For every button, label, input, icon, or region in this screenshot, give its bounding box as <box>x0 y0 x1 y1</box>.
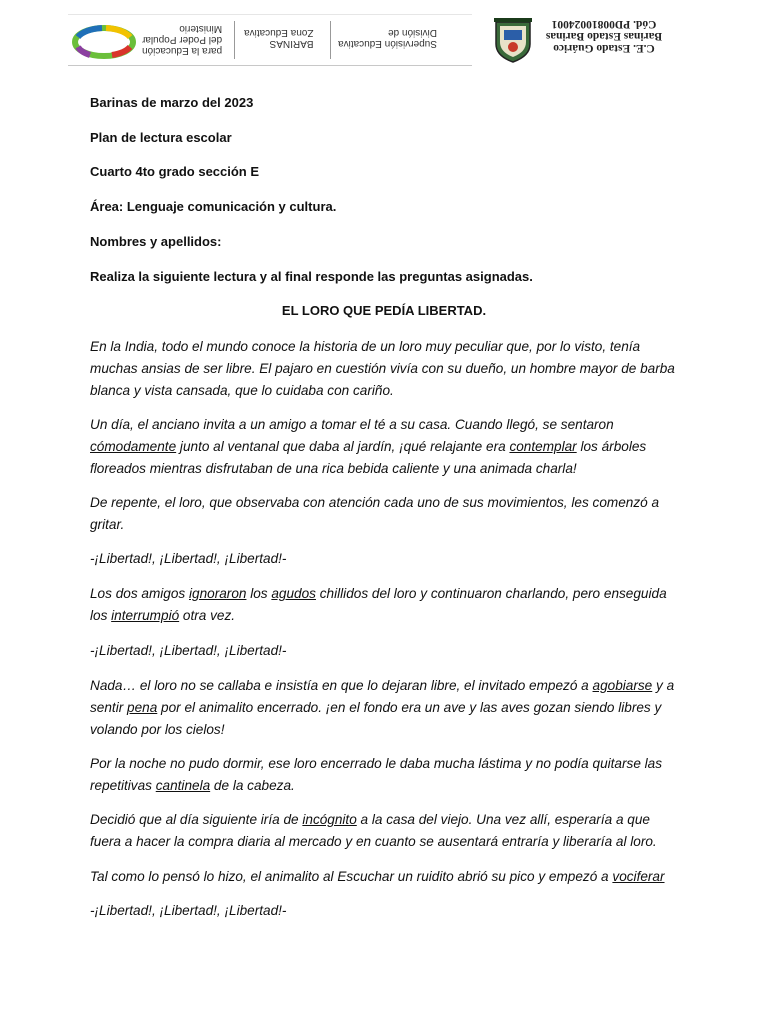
cry-line-1: -¡Libertad!, ¡Libertad!, ¡Libertad!- <box>90 551 287 566</box>
area-line: Área: Lenguaje comunicación y cultura. <box>90 199 337 214</box>
ministry-logo-icon <box>72 25 136 59</box>
school-header: C.E. Estado Guárico Barinas Estado Barinas Cód. PD00810024001 <box>545 18 663 54</box>
zona-educativa: BARINAS Zona Educativa <box>244 27 314 49</box>
cry-line-2: -¡Libertad!, ¡Libertad!, ¡Libertad!- <box>90 643 287 658</box>
paragraph-4: Los dos amigos ignoraron los agudos chillidos del loro y continuaron charlando, pero enseguida los interrumpió otra vez. <box>90 586 667 623</box>
paragraph-2: Un día, el anciano invita a un amigo a tomar el té a su casa. Cuando llegó, se sentaron cómodamente junto al ventanal que daba al jardín, ¡qué relajante era contemplar los árboles floreados mientras disfrutaban de una rica bebida caliente y una animada charla! <box>90 417 647 476</box>
paragraph-1: En la India, todo el mundo conoce la historia de un loro muy peculiar que, por lo visto, tenía muchas ansias de ser libre. El pajaro en cuestión vivía con su dueño, un hombre mayor de barba blanca y vista cansada, que lo cuidaba con cariño. <box>90 339 675 398</box>
school-crest-icon <box>490 16 536 64</box>
vocab-word: cómodamente <box>90 438 177 454</box>
vocab-word: agobiarse <box>592 678 653 693</box>
vocab-word: cantinela <box>155 777 211 793</box>
plan-line: Plan de lectura escolar <box>90 130 232 145</box>
vocab-word: vociferar <box>612 869 665 884</box>
date-line: Barinas de marzo del 2023 <box>90 95 254 110</box>
vocab-word: interrumpió <box>111 607 180 623</box>
grade-line: Cuarto 4to grado sección E <box>90 164 260 179</box>
header-divider <box>330 21 331 59</box>
ministry-name: para la Educación del Poder Popular Ministerio <box>142 23 223 56</box>
names-line: Nombres y apellidos: <box>90 234 222 249</box>
paragraph-5: Nada… el loro no se callaba e insistía en que lo dejaran libre, el invitado empezó a agobiarse y a sentir pena por el animalito encerrado. ¡en el fondo era un ave y las aves gozan siendo libres y volando por los cielos! <box>90 678 675 737</box>
paragraph-7: Decidió que al día siguiente iría de incógnito a la casa del viejo. Una vez allí, esperaría a que fuera a hacer la compra diaria al mercado y en cuanto se ausentará entraría y liberaría al loro. <box>90 812 657 849</box>
paragraph-3: De repente, el loro, que observaba con atención cada uno de sus movimientos, les comenzó a gritar. <box>90 495 660 532</box>
vocab-word: incógnito <box>302 812 357 827</box>
vocab-word: ignoraron <box>189 586 247 601</box>
division-supervision: Supervisión Educativa División de <box>338 27 437 49</box>
paragraph-6: Por la noche no pudo dormir, ese loro encerrado le daba mucha lástima y no podía quitarse las repetitivas cantinela de la cabeza. <box>90 756 663 793</box>
vocab-word: pena <box>127 699 158 715</box>
story-title: EL LORO QUE PEDÍA LIBERTAD. <box>281 303 487 318</box>
cry-line-3: -¡Libertad!, ¡Libertad!, ¡Libertad!- <box>90 903 287 918</box>
header-divider <box>234 21 235 59</box>
vocab-word: agudos <box>271 586 316 601</box>
letterhead-banner <box>68 14 472 66</box>
instruction-line: Realiza la siguiente lectura y al final responde las preguntas asignadas. <box>90 269 533 284</box>
vocab-word: contemplar <box>509 438 577 454</box>
paragraph-8: Tal como lo pensó lo hizo, el animalito al Escuchar un ruidito abrió su pico y empezó a vociferar <box>90 869 665 884</box>
